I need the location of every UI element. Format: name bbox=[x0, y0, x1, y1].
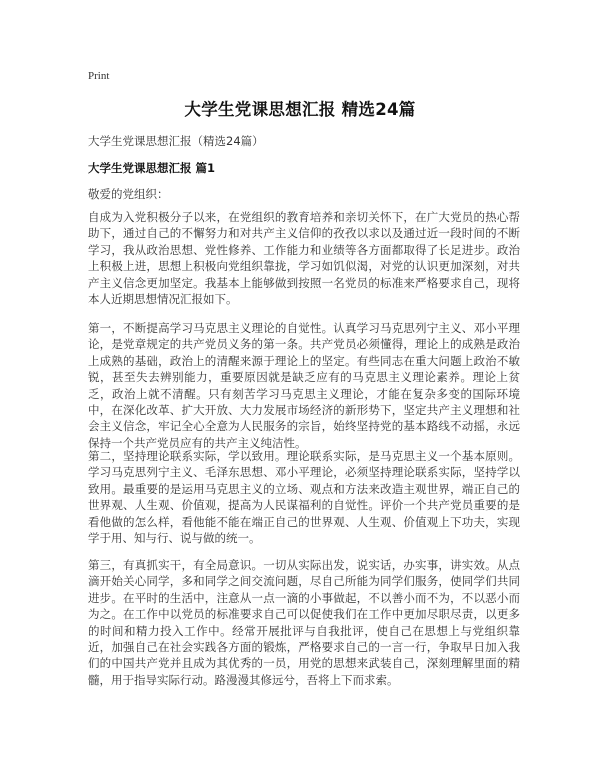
paragraph-2: 第一，不断提高学习马克思主义理论的自觉性。认真学习马克思列宁主义、邓小平理论，是党章规定的共产党员义务的第一条。共产党员必须懂得，理论上的成熟是政治上成熟的基础，政治上的清醒来源于理论上的坚定。有些同志在重大问题上政治不敏锐，甚至失去辨别能力，重要原因就是缺乏应有的马克思主义理论素养。理论上贫乏，政治上就不清醒。只有刻苦学习马克思主义理论，才能在复杂多变的国际环境中，在深化改革、扩大开放、大力发展市场经济的新形势下，坚定共产主义理想和社会主义信念，牢记全心全意为人民服务的宗旨，始终坚持党的基本路线不动摇，永远保持一个共产党员应有的共产主义纯洁性。 bbox=[88, 321, 520, 450]
document-subtitle: 大学生党课思想汇报（精选24篇） bbox=[88, 134, 264, 148]
paragraph-1: 自成为入党积极分子以来，在党组织的教育培养和亲切关怀下，在广大党员的热心帮助下，通过自己的不懈努力和对共产主义信仰的孜孜以求以及通过近一段时间的不断学习，我从政治思想、党性修养、工作能力和业绩等各方面都取得了长足进步。政治上积极上进，思想上积极向党组织靠拢，学习如饥似渴，对党的认识更加深刻，对共产主义信念更加坚定。我基本上能够做到按照一名党员的标准来严格要求自己，现将本人近期思想情况汇报如下。 bbox=[88, 210, 520, 307]
paragraph-4: 第三，有真抓实干，有全局意识。一切从实际出发，说实话，办实事，讲实效。从点滴开始关心同学，多和同学之间交流问题，尽自己所能为同学们服务，使同学们共同进步。在平时的生活中，注意从一点一滴的小事做起，不以善小而不为，不以恶小而为之。在工作中以党员的标准要求自己可以促使我们在工作中更加尽职尽责，以更多的时间和精力投入工作中。经常开展批评与自我批评，使自己在思想上与党组织靠近，加强自己在社会实践各方面的锻炼，严格要求自己的一言一行，争取早日加入我们的中国共产党并且成为其优秀的一员，用党的思想来武装自己，深刻理解里面的精髓，用于指导实际行动。路漫漫其修远兮，吾将上下而求索。 bbox=[88, 558, 520, 687]
document-title: 大学生党课思想汇报 精选24篇 bbox=[184, 100, 416, 119]
greeting: 敬爱的党组织： bbox=[88, 187, 169, 201]
paragraph-3: 第二，坚持理论联系实际，学以致用。理论联系实际，是马克思主义一个基本原则。学习马克思列宁主义、毛泽东思想、邓小平理论，必须坚持理论联系实际，坚持学以致用。最重要的是运用马克思主义的立场、观点和方法来改造主观世界，端正自己的世界观、人生观、价值观，提高为人民谋福利的自觉性。评价一个共产党员重要的是看他做的怎么样，看他能不能在端正自己的世界观、人生观、价值观上下功夫，实现学于用、知与行、说与做的统一。 bbox=[88, 449, 520, 546]
print-label: Print bbox=[88, 70, 110, 82]
section-heading: 大学生党课思想汇报 篇1 bbox=[88, 161, 216, 175]
